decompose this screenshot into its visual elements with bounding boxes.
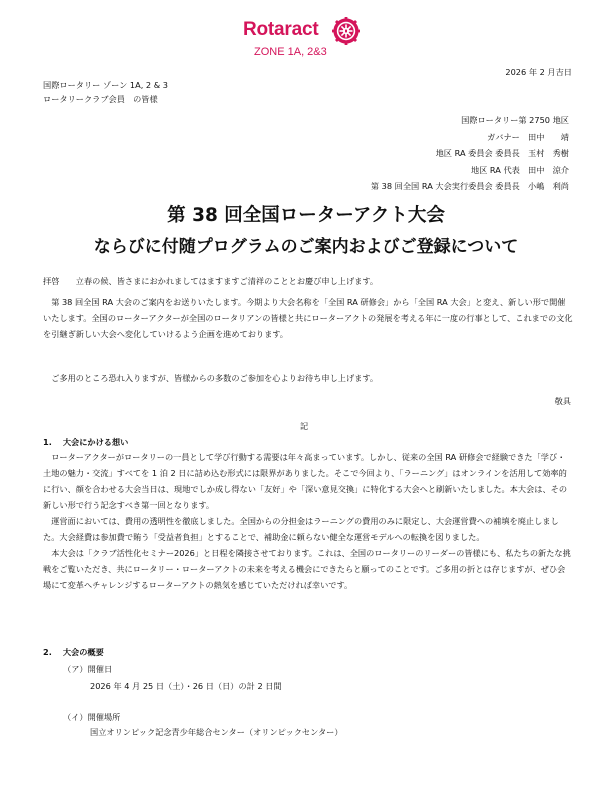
section-1-body <box>43 449 573 593</box>
logo-wordmark: Rotaract <box>243 19 319 40</box>
document-title: 第 38 回全国ローターアクト大会 <box>167 205 445 226</box>
section-1-paragraph: ローターアクターがロータリーの一員として学び行動する需要は年々高まっています。しかし、従来の全国 RA 研修会で経験できた「学び・土地の魅力・交流」すべてを 1 泊 2 日に詰め込む形式には限界がありました。そこで今回より、「ラーニング」はオンラインを活用して効率的に行い、顔を合わせる大会当日は、現地でしか成し得ない「友好」や「深い意見交換」に特化する大会へと刷新いたしました。本大会は、その新しい形で行う記念すべき第一回となります。 <box>43 452 568 510</box>
section-1-paragraph: 運営面においては、費用の透明性を徹底しました。全国からの分担金はラーニングの費用のみに限定し、大会運営費への補填を廃止しました。大会経費は参加費で賄う「受益者負担」とすることで、補助金に頼らない健全な運営モデルへの転換を図りました。 <box>43 516 559 542</box>
rotaract-logo <box>243 14 373 64</box>
section-1-paragraph: 本大会は「クラブ活性化セミナー2026」と日程を隣接させております。これは、全国のロータリーのリーダーの皆様にも、私たちの新たな挑戦をご覧いただき、共にロータリー・ローターアクトの未来を考える機会にできたらと願ってのことです。ご多用の折とは存じますが、ぜひ会場にて変革へチャレンジするローターアクトの熱気を感じていただければ幸いです。 <box>43 548 571 590</box>
closing: 敬具 <box>554 396 571 406</box>
overview-item-label: （イ）開催場所 <box>63 712 121 722</box>
sender-line: ガバナー 田中 靖 <box>487 131 569 142</box>
ki-marker: 記 <box>300 421 309 431</box>
request-paragraph: ご多用のところ恐れ入りますが、皆様からの多数のご参加を心よりお待ち申し上げます。 <box>43 373 379 383</box>
sender-line: 国際ロータリー第 2750 地区 <box>461 115 569 125</box>
section-2-heading: 2. 大会の概要 <box>43 647 104 657</box>
addressee-line-1: 国際ロータリー ゾーン 1A, 2 & 3 <box>43 80 168 90</box>
section-1-heading: 1. 大会にかける想い <box>43 437 129 447</box>
greeting: 拝啓 立春の候、皆さまにおかれましてはますますご清祥のこととお慶び申し上げます。 <box>43 276 379 286</box>
overview-item-value: 2026 年 4 月 25 日（土）・26 日（日）の計 2 日間 <box>90 681 282 691</box>
sender-line: 地区 RA 代表 田中 涼介 <box>470 164 569 175</box>
sender-line: 地区 RA 委員会 委員長 玉村 秀樹 <box>435 148 569 158</box>
rotary-wheel-icon <box>332 17 360 45</box>
document-date: 2026 年 2 月吉日 <box>505 67 572 77</box>
addressee-line-2: ロータリークラブ会員 の皆様 <box>43 94 158 104</box>
overview-item-label: （ア）開催日 <box>63 664 113 674</box>
sender-line: 第 38 回全国 RA 大会実行委員会 委員長 小嶋 利尚 <box>370 181 569 191</box>
overview-item-value: 国立オリンピック記念青少年総合センター（オリンピックセンター） <box>90 727 343 737</box>
logo-zone: ZONE 1A, 2&3 <box>254 46 327 58</box>
document-subtitle: ならびに付随プログラムのご案内およびご登録について <box>93 237 519 257</box>
intro-paragraph: 第 38 回全国 RA 大会のご案内をお送りいたします。今期より大会名称を「全国 RA 研修会」から「全国 RA 大会」と変え、新しい形で開催いたします。全国のローターアクターが全国のロータリアンの皆様と共にローターアクトの発展を考える年に一度の行事として、これまでの文化を引継ぎ新しい大会へ変化していけるよう企画を進めております。 <box>43 297 573 339</box>
sender-block <box>371 112 569 195</box>
